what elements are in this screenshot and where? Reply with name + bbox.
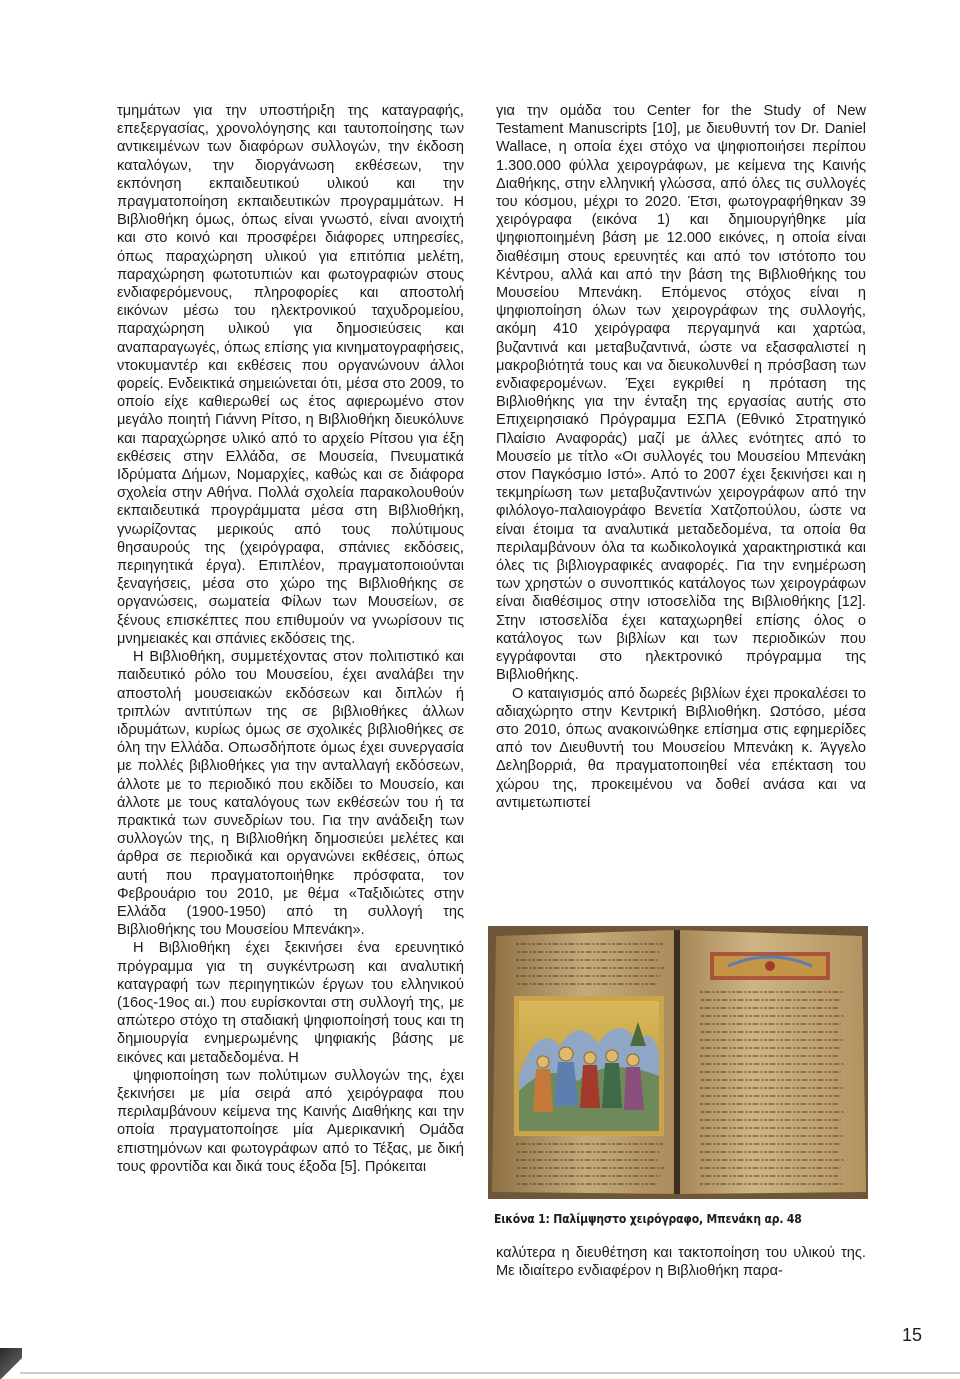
miniature-painting: [514, 996, 664, 1136]
left-paragraph-2: Η Βιβλιοθήκη, συμμετέχοντας στον πολιτιστικό και παιδευτικό ρόλο του Μουσείου, έχει αναλάβει την αποστολή μουσειακών εκδόσεων και διπλών ή τριπλών αντιτύπων της σε βιβλιοθήκες άλλων ιδρυμάτων, κυρίως όμως σε σχολικές βιβλιοθήκες σε όλη την Ελλάδα. Οπωσδήποτε όμως έχει συνεργασία με πολλές βιβλιοθήκες για την ανταλλαγή εκδόσεων, άλλοτε με το περιοδικό που εκδίδει το Μουσείο, και άλλοτε με τους καταλόγους των εκθέσεών του ή τα πρακτικά των συνεδρίων του. Για την ανάδειξη των συλλογών της, η Βιβλιοθήκη δημοσιεύει μελέτες και άρθρα σε περιοδικά και οργανώνει εκθέσεις, όπως αυτή που πραγματοποιήθηκε πρόσφατα, τον Φεβρουάριο του 2010, με θέμα «Ταξιδιώτες στην Ελλάδα (1900-1950) από τη συλλογή της Βιβλιοθήκης του Μουσείου Μπενάκη».: [117, 649, 464, 939]
left-paragraph-3: Η Βιβλιοθήκη έχει ξεκινήσει ένα ερευνητικό πρόγραμμα για τη συγκέντρωση και αναλυτική καταγραφή των περιηγητικών έργων του ελληνικού (16ος-19ος αι.) που ευρίσκονται στη συλλογή της, με απώτερο στόχο τη σταδιακή ψηφιοποίησή τους και τη δημιουργία ενημερωμένης ψηφιακής βάσης με εικόνες και μεταδεδομένα. Η: [117, 940, 464, 1066]
right-column: [496, 102, 866, 812]
scan-edge-mark: [0, 1348, 22, 1379]
page-number: 15: [902, 1325, 923, 1345]
figure-caption: Εικόνα 1: Παλίμψηστο χειρόγραφο, Μπενάκη αρ. 48: [494, 1211, 802, 1226]
right-column-continuation: [496, 1244, 866, 1280]
right-paragraph-2: Ο καταιγισμός από δωρεές βιβλίων έχει προκαλέσει το αδιαχώρητο στην Κεντρική Βιβλιοθήκη. Ωστόσο, μέσα στο 2010, όπως ανακοινώθηκε επίσημα στις εφημερίδες από τον Διευθυντή του Μουσείου Μπενάκη κ. Άγγελο Δεληβορριά, θα πραγματοποιηθεί νέα επέκταση του χώρου της, προκειμένου να δοθεί ανάσα και να αντιμετωπιστεί: [496, 685, 866, 811]
manuscript-figure: [488, 926, 868, 1199]
left-paragraph-1: τμημάτων για την υποστήριξη της καταγραφής, επεξεργασίας, χρονολόγησης και ταυτοποίησης των αντικειμένων των διαφόρων συλλογών, την έκδοση καταλόγων, την διοργάνωση εκθέσεων, την εκπόνηση εκπαιδευτικού υλικού και την πραγματοποίηση εκπαιδευτικών προγραμμάτων. Η Βιβλιοθήκη όμως, όπως είναι γνωστό, είναι ανοιχτή και στο κοινό και προσφέρει διάφορες υπηρεσίες, όπως παραχώρηση υλικού για επιτόπια μελέτη, παραχώρηση φωτοτυπιών και φωτογραφιών στους ενδιαφερόμενους, πληροφορίες και αποστολή εικόνων μέσω του ηλεκτρονικού ταχυδρομείου, παραχώρηση υλικού για δημοσιεύσεις και αναπαραγωγές, όπως επίσης για κινηματογραφήσεις, ντοκυμαντέρ και εκθέσεις που οργανώνουν άλλοι φορείς. Ενδεικτικά σημειώνεται ότι, μέσα στο 2009, το οποίο είχε καθιερωθεί ως έτος αφιερωμένο στον μεγάλο ποιητή Γιάννη Ρίτσο, η Βιβλιοθήκη διευκόλυνε και παραχώρησε υλικό από το αρχείο Ρίτσου για έξη εκθέσεις στην Ελλάδα, σε Μουσεία, Πνευματικά Ιδρύματα Δήμων, Νομαρχίες, καθώς και σε διάφορα σχολεία στην Αθήνα. Πολλά σχολεία παρακολουθούν εκπαιδευτικά προγράμματα μέσα στη Βιβλιοθήκη, γνωρίζοντας μερικούς από τους πολύτιμους θησαυρούς της (χειρόγραφα, σπάνιες εκδόσεις, περιηγητικά έργα). Επιπλέον, πραγματοποιούνται ξεναγήσεις, μέσα στο χώρο της Βιβλιοθήκης σε οργανώσεις, σωματεία Φίλων των Μουσείων, σε ξένους επισκέπτες που επιθυμούν να γνωρίσουν τις μνημειακές και σπάνιες εκδόσεις της.: [117, 103, 464, 647]
scan-bottom-line: [20, 1372, 960, 1374]
left-paragraph-4: ψηφιοποίηση των πολύτιμων συλλογών της, έχει ξεκινήσει με μία σειρά από χειρόγραφα που περιλαμβάνουν κείμενα της Καινής Διαθήκης και την οποία πραγματοποίησε μία Αμερικανική Ομάδα επιστημόνων και φωτογράφων από το Τέξας, με δική τους φροντίδα και δικά τους έξοδα [5]. Πρόκειται: [117, 1067, 464, 1175]
manuscript-illustration: [488, 926, 868, 1199]
manuscript-gutter: [674, 930, 680, 1194]
left-column: [117, 102, 464, 1176]
right-paragraph-1: για την ομάδα του Center for the Study of New Testament Manuscripts [10], με διευθυντή τον Dr. Daniel Wallace, η οποία έχει στόχο να ψηφιοποιήσει περίπου 1.300.000 φύλλα χειρογράφων, με κείμενα της Καινής Διαθήκης, στην ελληνική γλώσσα, από όλες τις συλλογές του κόσμου, μέχρι το 2020. Έτσι, φωτογραφήθηκαν 39 χειρόγραφα (εικόνα 1) και δημιουργήθηκε μία ψηφιοποιημένη βάση με 12.000 εικόνες, η οποία είναι διαθέσιμη στους ερευνητές και από τον ιστότοπο του Κέντρου, αλλά και από την βάση της Βιβλιοθήκης του Μουσείου Μπενάκη. Επόμενος στόχος είναι η ψηφιοποίηση όλων των χειρογράφων της συλλογής, ακόμη 410 χειρόγραφα περγαμηνά και χαρτώα, βυζαντινά και μεταβυζαντινά, ώστε να εξασφαλιστεί η μακροβιότητά τους και να διευκολυνθεί η πρόσβαση των ενδιαφερομένων. Έχει εγκριθεί η πρόταση της Βιβλιοθήκης για την ένταξη της εργασίας αυτής στο Επιχειρησιακό Πρόγραμμα ΕΣΠΑ (Εθνικό Στρατηγικό Πλαίσιο Αναφοράς) μαζί με άλλες ενότητες από το Μουσείο με τίτλο «Οι συλλογές του Μουσείου Μπενάκη στον Παγκόσμιο Ιστό». Από το 2007 έχει ξεκινήσει και η τεκμηρίωση των μεταβυζαντινών χειρογράφων από την φιλόλογο-παλαιογράφο Βενετία Χατζοπούλου, ώστε να είναι έτοιμα τα αναλυτικά μεταδεδομένα, τα οποία θα περιλαμβάνουν όλα τα κωδικολογικά χαρακτηριστικά και όλες τις βιβλιογραφικές αναφορές. Για την ενημέρωση των χρηστών ο συνοπτικός κατάλογος των χειρογράφων είναι διαθέσιμος στην ιστοσελίδα της Βιβλιοθήκης [12]. Στην ιστοσελίδα έχει καταχωρηθεί επίσης όλος ο κατάλογος των βιβλίων και των περιοδικών που εγγράφονται στο ηλεκτρονικό πρόγραμμα της Βιβλιοθήκης.: [496, 103, 866, 684]
right-paragraph-continuation: καλύτερα η διευθέτηση και τακτοποίηση του υλικού της. Με ιδιαίτερο ενδιαφέρον η Βιβλιοθήκη παρα-: [496, 1245, 866, 1280]
headpiece-ornament: [710, 952, 830, 980]
